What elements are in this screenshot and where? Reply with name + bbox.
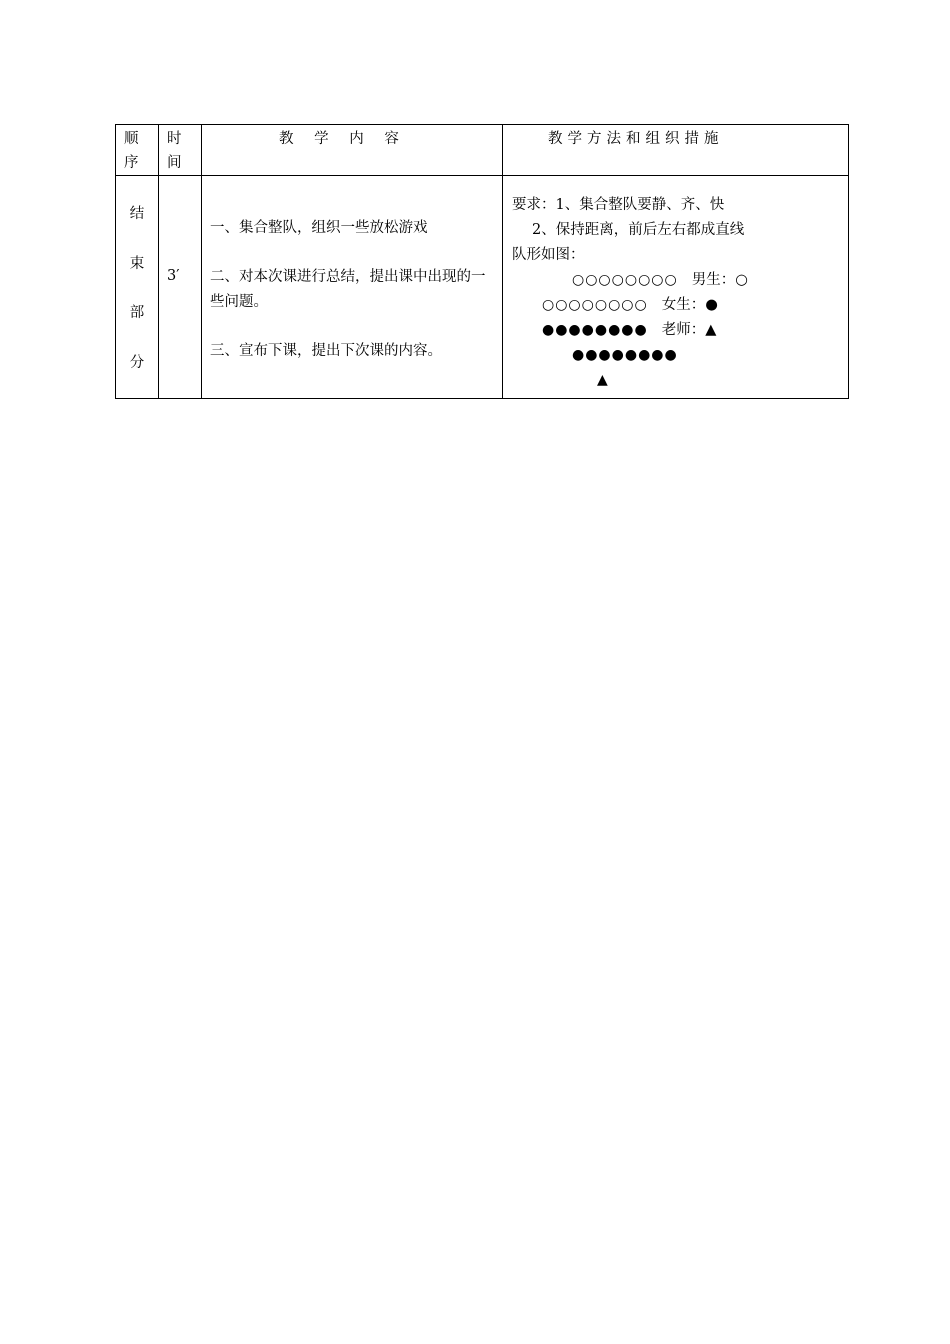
header-methods-label: 教学方法和组织措施 xyxy=(548,131,724,147)
requirement-2: 2、保持距离，前后左右都成直线 xyxy=(532,222,745,238)
header-time-line2: 间 xyxy=(167,155,182,171)
header-order-line2: 序 xyxy=(124,155,139,171)
formation-row-4 xyxy=(512,343,844,368)
female-row-shapes: ●●●●●●●● xyxy=(572,347,678,363)
section-name-char: 结 xyxy=(129,206,145,222)
header-methods xyxy=(503,125,849,176)
lesson-plan-table xyxy=(115,124,849,399)
header-content xyxy=(202,125,503,176)
section-time xyxy=(159,176,202,399)
formation-label: 队形如图： xyxy=(512,247,585,263)
section-name-char: 部 xyxy=(129,305,145,321)
male-row-shapes: ○○○○○○○○ xyxy=(572,272,678,288)
section-content xyxy=(202,176,503,399)
header-order-line1: 顺 xyxy=(124,131,139,147)
formation-row-2 xyxy=(512,293,844,318)
legend-female: 女生：● xyxy=(661,297,718,313)
content-item-2: 二、对本次课进行总结，提出课中出现的一些问题。 xyxy=(210,269,486,310)
legend-teacher: 老师：▲ xyxy=(661,322,717,338)
header-time-line1: 时 xyxy=(167,131,182,147)
header-row xyxy=(116,125,849,176)
legend-male: 男生：○ xyxy=(691,272,748,288)
header-order xyxy=(116,125,159,176)
formation-teacher xyxy=(512,368,844,393)
section-name xyxy=(116,176,159,399)
section-methods xyxy=(503,176,849,399)
section-name-char: 分 xyxy=(129,354,145,371)
requirement-1: 要求：1、集合整队要静、齐、快 xyxy=(512,197,725,213)
teacher-triangle-icon: ▲ xyxy=(597,372,609,388)
formation-row-1 xyxy=(512,268,844,293)
section-name-char: 束 xyxy=(129,255,145,272)
content-item-1: 一、集合整队，组织一些放松游戏 xyxy=(210,220,428,236)
male-row-shapes: ○○○○○○○○ xyxy=(542,297,648,313)
section-row xyxy=(116,176,849,399)
formation-row-3 xyxy=(512,318,844,343)
section-time-value: 3′ xyxy=(167,268,180,284)
header-content-label: 教 学 内 容 xyxy=(279,131,407,147)
header-time xyxy=(159,125,202,176)
female-row-shapes: ●●●●●●●● xyxy=(542,322,648,338)
content-item-3: 三、宣布下课，提出下次课的内容。 xyxy=(210,343,442,359)
